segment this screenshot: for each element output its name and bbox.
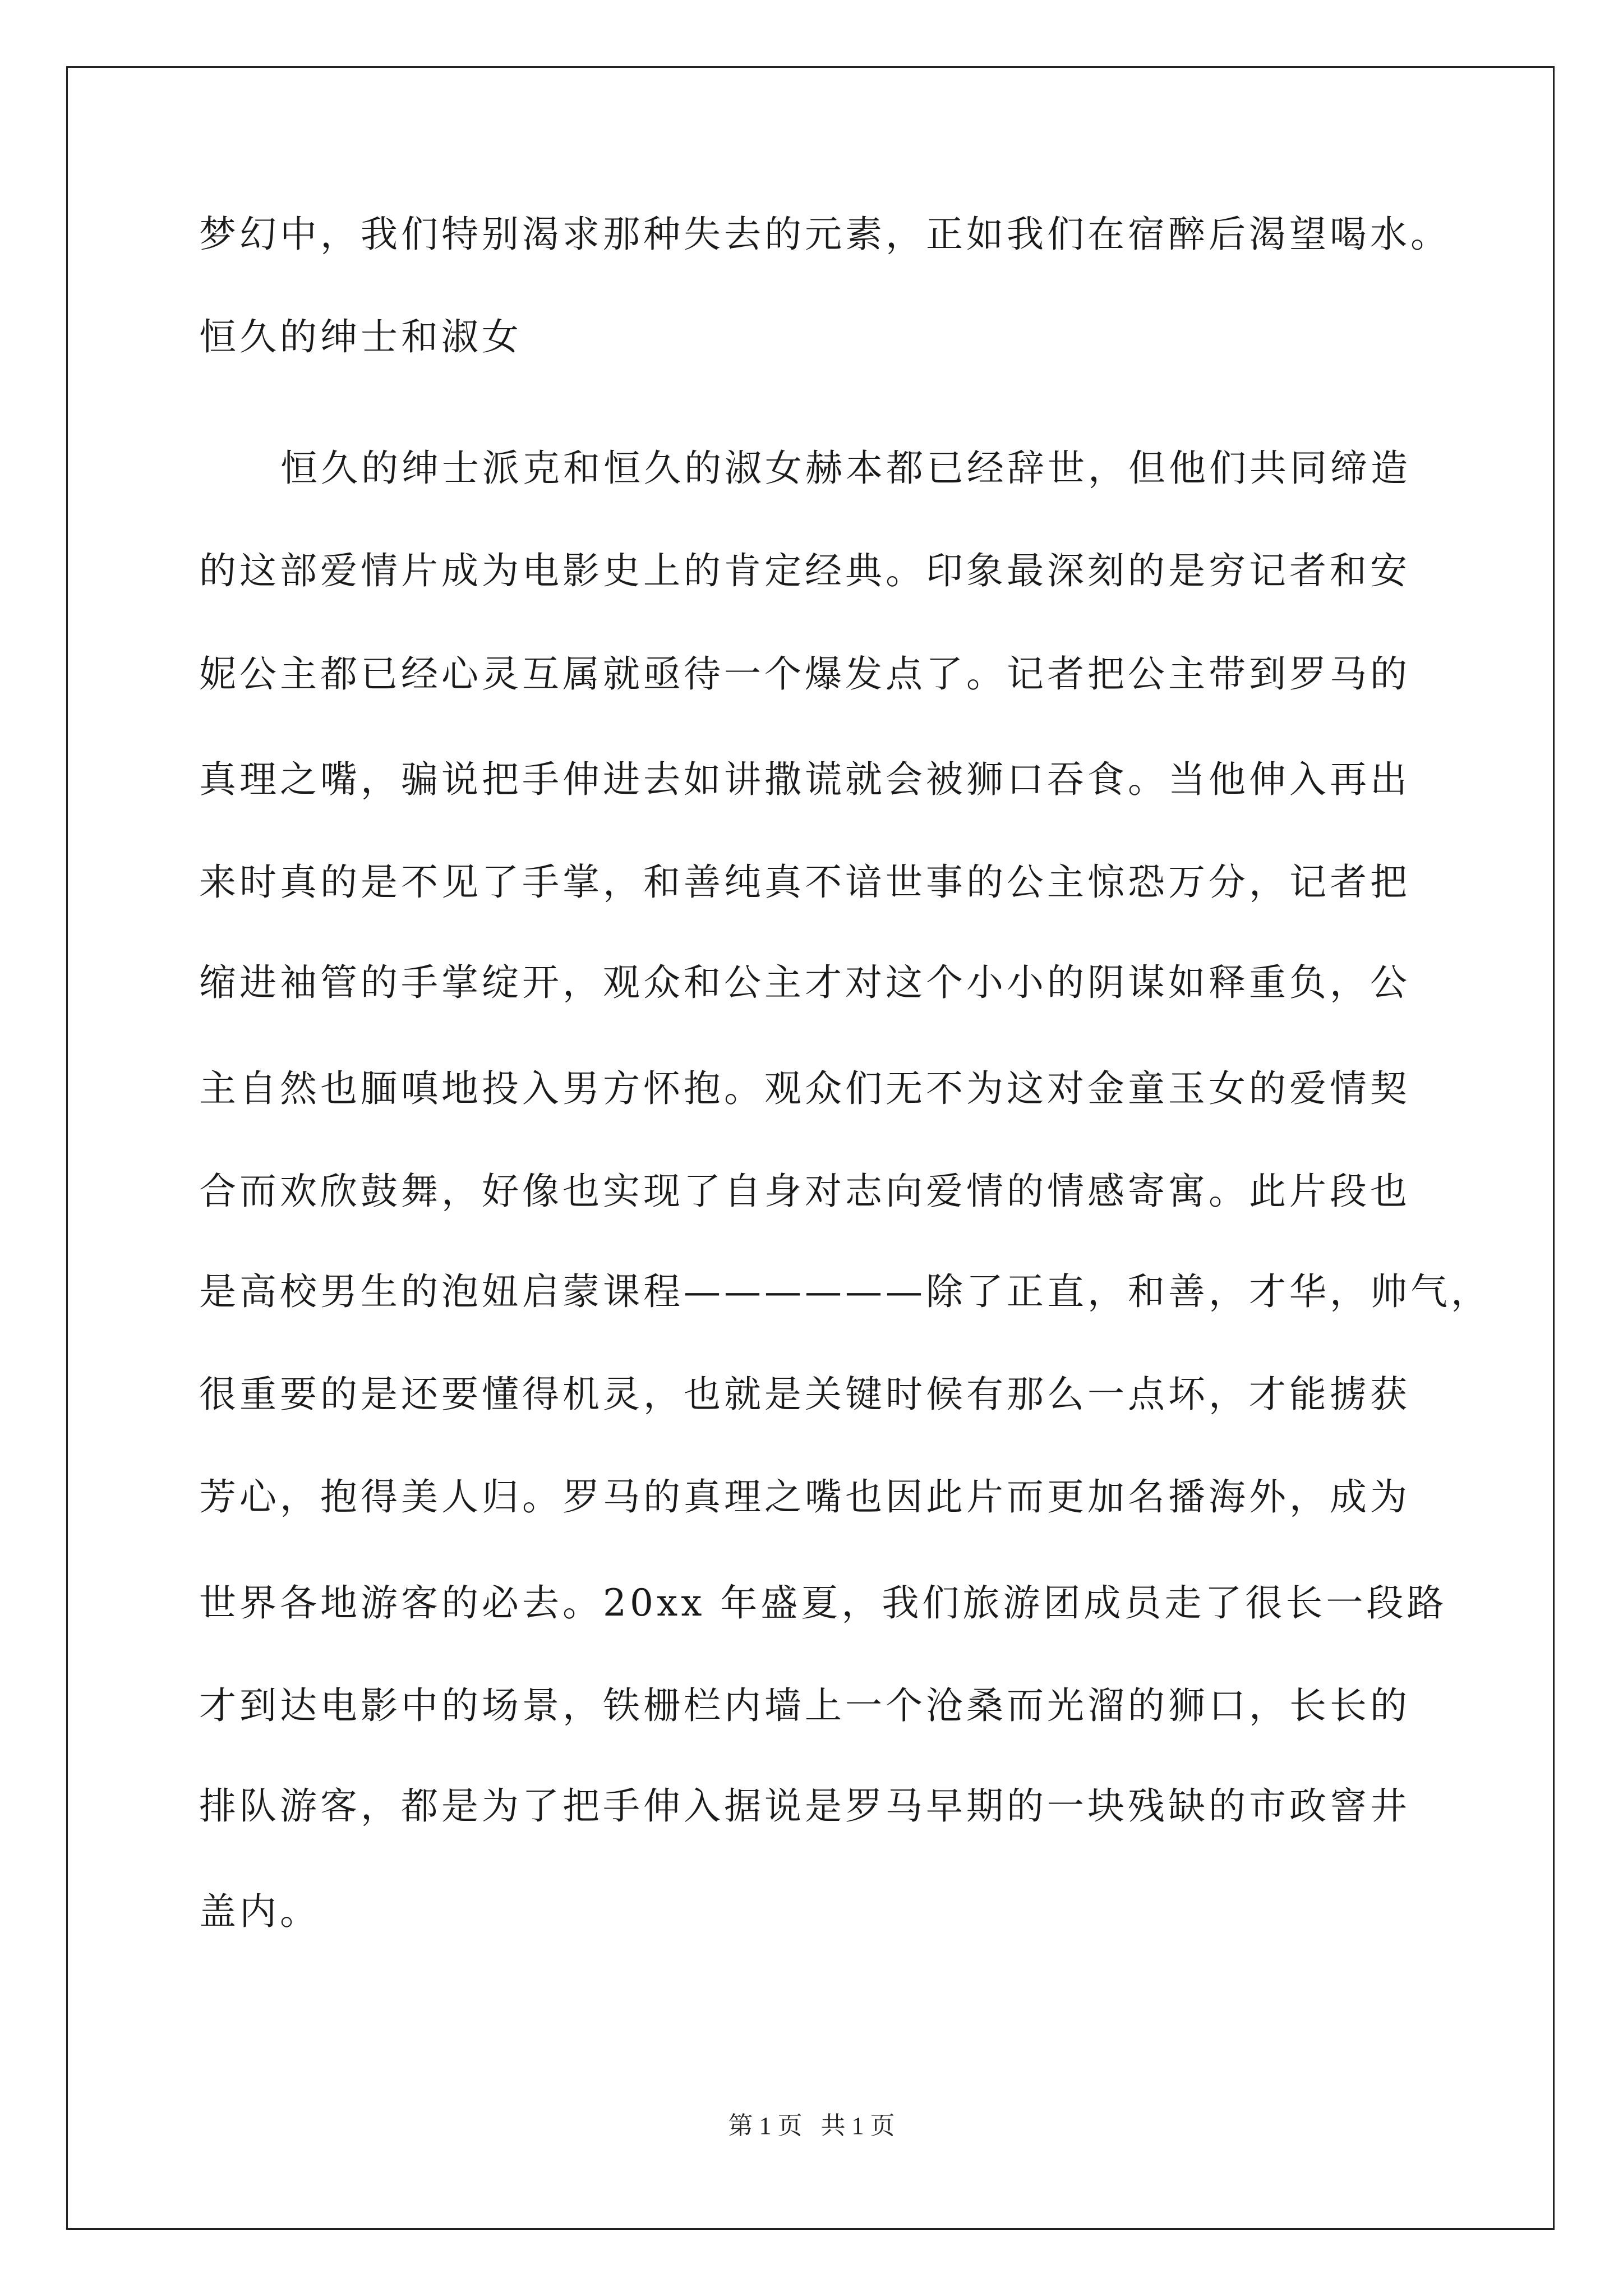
page-number-footer: 第 1 页 共 1 页 (728, 2112, 895, 2139)
section-heading: 恒久的绅士和淑女 (199, 315, 522, 358)
paragraph-line: 真理之嘴，骗说把手伸进去如讲撒谎就会被狮口吞食。当他伸入再出 (199, 758, 1410, 801)
paragraph-line: 盖内。 (199, 1890, 320, 1933)
paragraph-line: 梦幻中，我们特别渴求那种失去的元素，正如我们在宿醉后渴望喝水。 (199, 213, 1451, 256)
paragraph-line: 世界各地游客的必去。20xx 年盛夏，我们旅游团成员走了很长一段路 (199, 1581, 1447, 1625)
paragraph-line: 合而欢欣鼓舞，好像也实现了自身对志向爱情的情感寄寓。此片段也 (199, 1170, 1410, 1213)
paragraph-line: 主自然也腼嗔地投入男方怀抱。观众们无不为这对金童玉女的爱情契 (199, 1067, 1410, 1110)
paragraph-line: 是高校男生的泡妞启蒙课程——————除了正直，和善，才华，帅气， (199, 1270, 1491, 1313)
paragraph-line: 的这部爱情片成为电影史上的肯定经典。印象最深刻的是穷记者和安 (199, 549, 1410, 592)
paragraph-line: 妮公主都已经心灵互属就亟待一个爆发点了。记者把公主带到罗马的 (199, 652, 1410, 696)
paragraph-line: 很重要的是还要懂得机灵，也就是关键时候有那么一点坏，才能掳获 (199, 1373, 1410, 1416)
paragraph-line: 恒久的绅士派克和恒久的淑女赫本都已经辞世，但他们共同缔造 (280, 447, 1411, 490)
paragraph-line: 排队游客，都是为了把手伸入据说是罗马早期的一块残缺的市政窨井 (199, 1784, 1410, 1828)
paragraph-line: 芳心，抱得美人归。罗马的真理之嘴也因此片而更加名播海外，成为 (199, 1475, 1410, 1519)
paragraph-line: 才到达电影中的场景，铁栅栏内墙上一个沧桑而光溜的狮口，长长的 (199, 1684, 1410, 1727)
paragraph-line: 缩进袖管的手掌绽开，观众和公主才对这个小小的阴谋如释重负，公 (199, 961, 1410, 1004)
paragraph-line: 来时真的是不见了手掌，和善纯真不谙世事的公主惊恐万分，记者把 (199, 861, 1410, 904)
